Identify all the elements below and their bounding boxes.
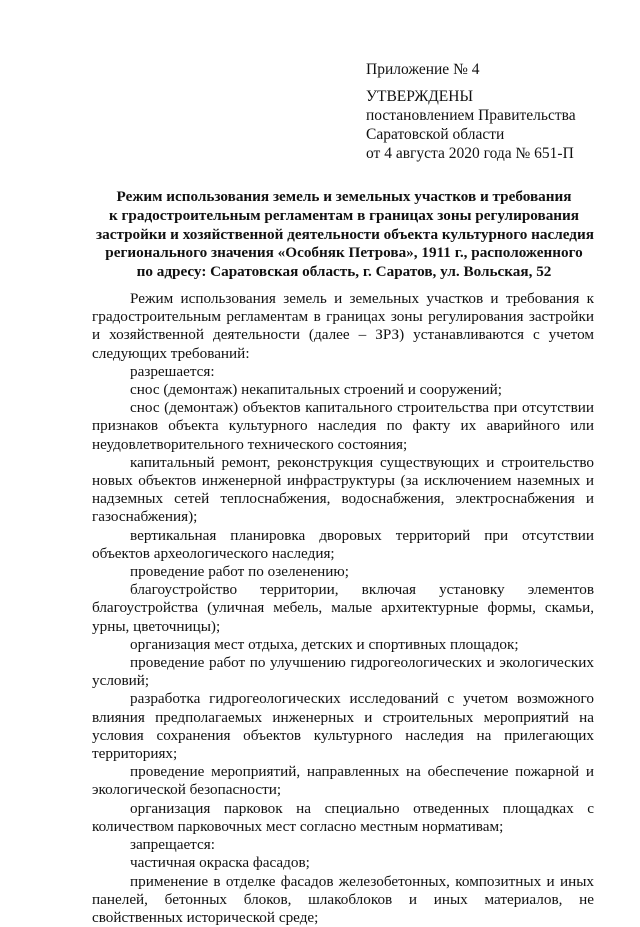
paragraph: проведение работ по улучшению гидрогеологических и экологических условий; [92,654,594,690]
paragraph: снос (демонтаж) некапитальных строений и сооружений; [92,381,594,399]
approval-line-3: от 4 августа 2020 года № 651-П [366,144,576,163]
paragraph: применение в отделке фасадов железобетонных, композитных и иных панелей, бетонных блоков, шлакоблоков и иных материалов, не свойственных исторической среде; [92,873,594,927]
paragraph: проведение работ по озеленению; [92,563,594,581]
paragraph: частичная окраска фасадов; [92,854,594,872]
document-title [96,188,592,282]
appendix-number: Приложение № 4 [366,60,576,79]
paragraph: организация мест отдыха, детских и спортивных площадок; [92,636,594,654]
title-line-3: застройки и хозяйственной деятельности объекта культурного наследия [96,226,592,245]
paragraph: организация парковок на специально отведенных площадках с количеством парковочных мест согласно местным нормативам; [92,800,594,836]
title-line-1: Режим использования земель и земельных участков и требования [96,188,592,207]
paragraph: разработка гидрогеологических исследований с учетом возможного влияния предполагаемых инженерных и строительных мероприятий на условия сохранения объектов культурного наследия на прилегающих территориях; [92,690,594,763]
approval-line-1: постановлением Правительства [366,106,576,125]
paragraph-intro: Режим использования земель и земельных участков и требования к градостроительным регламентам в границах зоны регулирования застройки и хозяйственной деятельности (далее – ЗРЗ) устанавливаются с учетом следующих требований: [92,290,594,363]
title-line-5: по адресу: Саратовская область, г. Саратов, ул. Вольская, 52 [96,263,592,282]
paragraph: снос (демонтаж) объектов капитального строительства при отсутствии признаков объекта культурного наследия по факту их аварийного или неудовлетворительного технического состояния; [92,399,594,454]
paragraph-permitted-heading: разрешается: [92,363,594,381]
approval-stamp: УТВЕРЖДЕНЫ [366,87,576,106]
paragraph: вертикальная планировка дворовых территорий при отсутствии объектов археологического наследия; [92,527,594,563]
title-line-4: регионального значения «Особняк Петрова», 1911 г., расположенного [96,244,592,263]
paragraph-prohibited-heading: запрещается: [92,836,594,854]
paragraph: капитальный ремонт, реконструкция существующих и строительство новых объектов инженерной инфраструктуры (за исключением наземных и надземных сетей теплоснабжения, водоснабжения, электроснабжения и газоснабжения); [92,454,594,527]
paragraph: проведение мероприятий, направленных на обеспечение пожарной и экологической безопасности; [92,763,594,799]
document-body [92,290,594,927]
approval-line-2: Саратовской области [366,125,576,144]
appendix-header [366,60,576,163]
paragraph: благоустройство территории, включая установку элементов благоустройства (уличная мебель, малые архитектурные формы, скамьи, урны, цветочницы); [92,581,594,636]
title-line-2: к градостроительным регламентам в границах зоны регулирования [96,207,592,226]
